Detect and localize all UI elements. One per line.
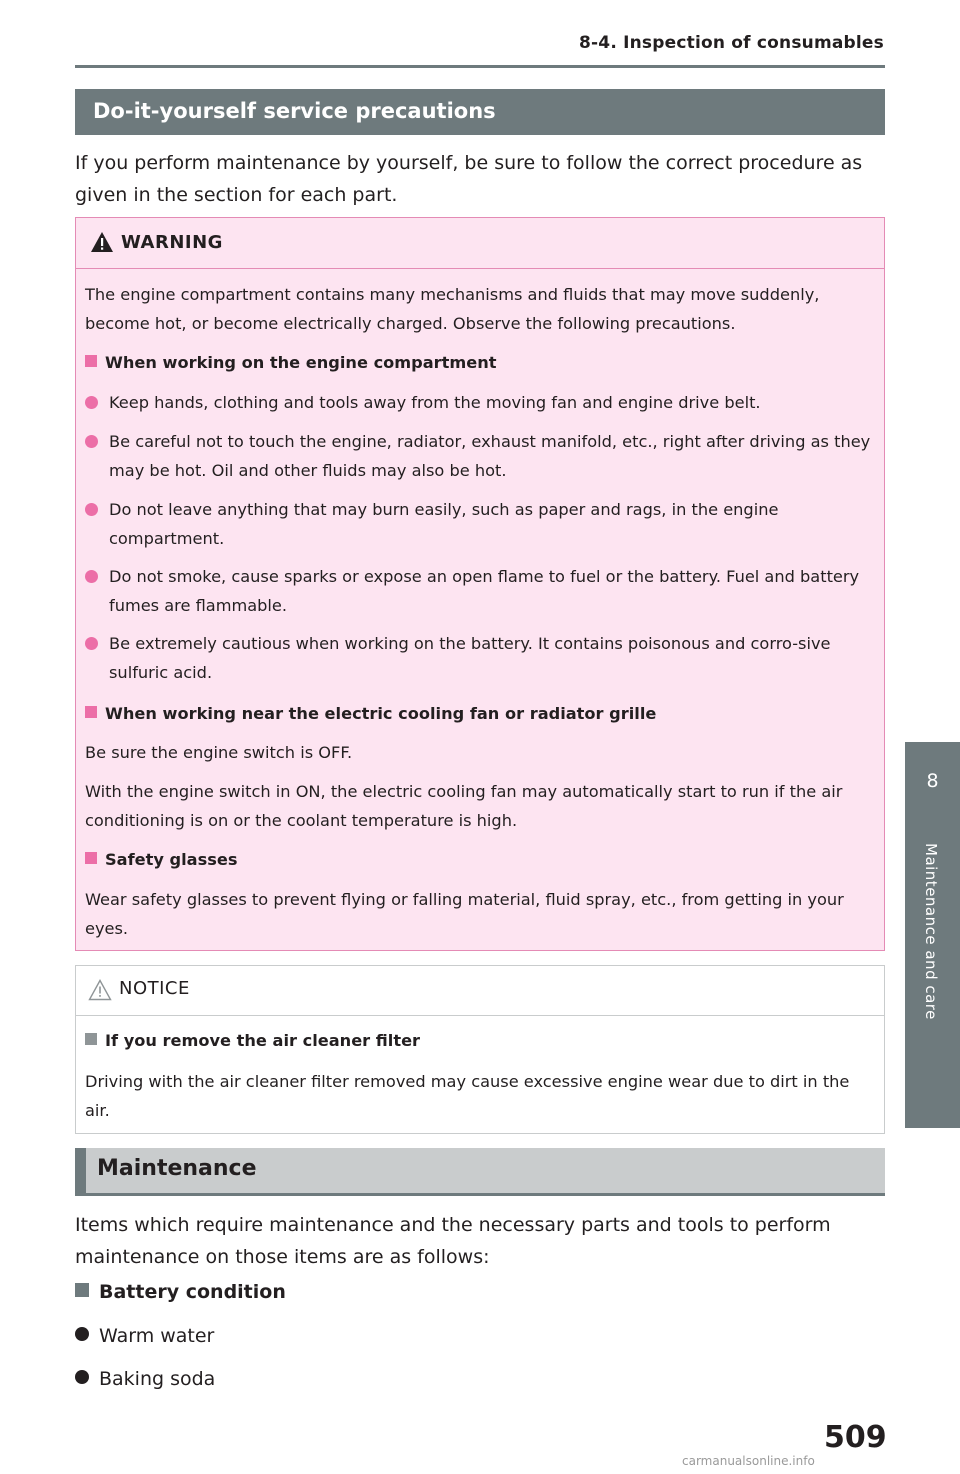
warning-text: With the engine switch in ON, the electric cooling fan may automatically start to run if the air conditioning is on or the coolant temperature is high. <box>85 782 843 830</box>
section-heading-maintenance-title: Maintenance <box>97 1156 257 1181</box>
notice-text: Driving with the air cleaner filter removed may cause excessive engine wear due to dirt in the air. <box>85 1072 850 1120</box>
warning-text: Be sure the engine switch is OFF. <box>85 743 353 762</box>
notice-triangle-icon <box>88 979 112 1001</box>
notice-title: NOTICE <box>119 978 190 999</box>
bullet-dot-icon <box>85 435 98 448</box>
warning-triangle-icon <box>90 231 114 253</box>
section-heading-maintenance <box>75 1148 885 1196</box>
list-item: Baking soda <box>75 1368 215 1390</box>
watermark: carmanualsonline.info <box>682 1454 815 1468</box>
maintenance-intro: Items which require maintenance and the necessary parts and tools to perform maintenance on those items are as follows: <box>75 1214 831 1268</box>
warning-title: WARNING <box>121 232 223 253</box>
section-intro: If you perform maintenance by yourself, be sure to follow the correct procedure as given in the section for each part. <box>75 152 863 206</box>
square-bullet-icon <box>85 706 97 718</box>
notice-box <box>75 965 885 1134</box>
warning-header <box>76 218 884 269</box>
list-item: Warm water <box>75 1325 214 1347</box>
section-heading-diy <box>75 89 885 135</box>
chapter-number: 8 <box>926 770 939 792</box>
warning-bullet: Be extremely cautious when working on the battery. It contains poisonous and corro-sive sulfuric acid. <box>85 629 877 687</box>
warning-bullet: Be careful not to touch the engine, radiator, exhaust manifold, etc., right after driving as they may be hot. Oil and other fluids may also be hot. <box>85 427 877 485</box>
bullet-dot-icon <box>85 570 98 583</box>
warning-bullet: Keep hands, clothing and tools away from the moving fan and engine drive belt. <box>85 388 877 417</box>
warning-text: Wear safety glasses to prevent flying or falling material, fluid spray, etc., from getting in your eyes. <box>85 890 844 938</box>
maintenance-list-heading: Battery condition <box>75 1281 286 1303</box>
warning-box <box>75 217 885 951</box>
bullet-dot-icon <box>85 503 98 516</box>
warning-bullet: Do not smoke, cause sparks or expose an open flame to fuel or the battery. Fuel and battery fumes are flammable. <box>85 562 877 620</box>
square-bullet-icon <box>85 852 97 864</box>
bullet-dot-icon <box>85 396 98 409</box>
notice-subheading: If you remove the air cleaner filter <box>85 1026 877 1055</box>
warning-intro: The engine compartment contains many mechanisms and fluids that may move suddenly, become hot, or become electrically charged. Observe the following precautions. <box>85 285 820 333</box>
warning-bullet: Do not leave anything that may burn easily, such as paper and rags, in the engine compartment. <box>85 495 877 553</box>
header-rule <box>75 65 885 68</box>
bullet-dot-icon <box>85 637 98 650</box>
square-bullet-icon <box>85 1033 97 1045</box>
bullet-dot-icon <box>75 1327 89 1341</box>
warning-subheading-1: When working on the engine compartment <box>85 348 877 377</box>
heading-accent <box>75 1148 86 1193</box>
warning-subheading-3: Safety glasses <box>85 845 877 874</box>
section-heading-diy-title: Do-it-yourself service precautions <box>93 99 496 123</box>
square-bullet-icon <box>75 1283 89 1297</box>
bullet-dot-icon <box>75 1370 89 1384</box>
square-bullet-icon <box>85 355 97 367</box>
warning-subheading-2: When working near the electric cooling fan or radiator grille <box>85 699 877 728</box>
notice-header <box>76 966 884 1016</box>
running-header: 8-4. Inspection of consumables <box>579 33 884 53</box>
page-number: 509 <box>824 1420 887 1455</box>
chapter-label: Maintenance and care <box>922 843 940 1020</box>
